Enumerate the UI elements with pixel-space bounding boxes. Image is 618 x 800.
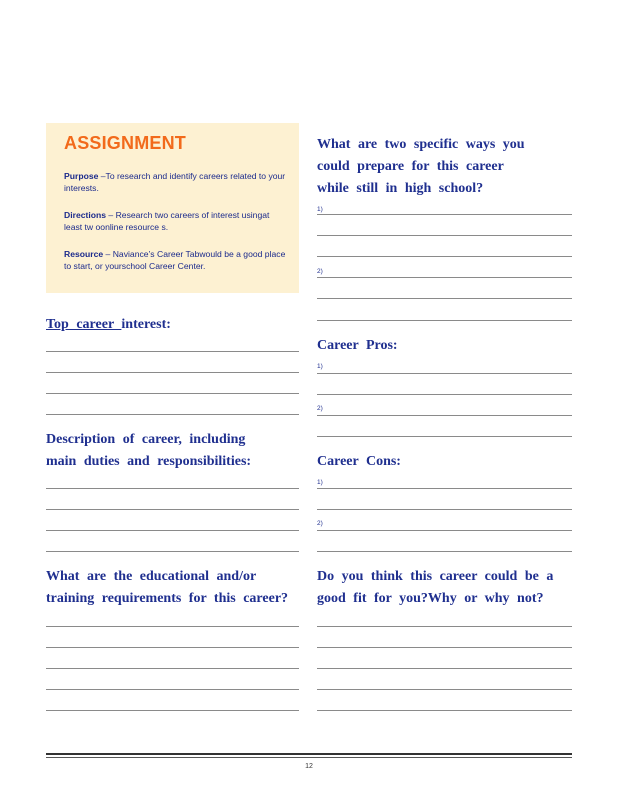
fit-question bbox=[317, 566, 553, 610]
answer-line[interactable] bbox=[317, 277, 572, 278]
resource-text: – Naviance’s Career Tabwould be a good place to start, or yourschool Career Center. bbox=[64, 249, 286, 271]
education-question bbox=[46, 566, 288, 610]
answer-line[interactable] bbox=[46, 393, 299, 394]
directions-label: Directions bbox=[64, 210, 107, 220]
top-career-label: Top career bbox=[46, 317, 122, 332]
prepare-question bbox=[317, 134, 525, 200]
answer-line[interactable] bbox=[317, 710, 572, 711]
answer-line[interactable] bbox=[317, 626, 572, 627]
answer-line[interactable] bbox=[317, 214, 572, 215]
answer-line[interactable] bbox=[46, 668, 299, 669]
item-number-1: 1) bbox=[317, 363, 323, 370]
answer-line[interactable] bbox=[46, 626, 299, 627]
answer-line[interactable] bbox=[317, 530, 572, 531]
pros-heading: Career Pros: bbox=[317, 338, 398, 353]
top-career-heading bbox=[46, 314, 171, 336]
answer-line[interactable] bbox=[317, 668, 572, 669]
answer-line[interactable] bbox=[46, 551, 299, 552]
item-number-2: 2) bbox=[317, 268, 323, 275]
answer-line[interactable] bbox=[317, 235, 572, 236]
answer-line[interactable] bbox=[46, 689, 299, 690]
answer-line[interactable] bbox=[317, 689, 572, 690]
education-line-2: training requirements for this career? bbox=[46, 591, 289, 606]
fit-line-2: good fit for you?Why or why not? bbox=[317, 591, 544, 606]
education-line-1: What are the educational and/or bbox=[46, 569, 257, 584]
resource-paragraph bbox=[64, 248, 289, 272]
page-number: 12 bbox=[305, 763, 313, 770]
answer-line[interactable] bbox=[46, 488, 299, 489]
purpose-label: Purpose bbox=[64, 171, 99, 181]
resource-label: Resource bbox=[64, 249, 104, 259]
answer-line[interactable] bbox=[317, 551, 572, 552]
answer-line[interactable] bbox=[46, 647, 299, 648]
description-line-2: main duties and responsibilities: bbox=[46, 454, 252, 469]
directions-text: – Research two careers of interest usingat least tw oonline resource s. bbox=[64, 210, 270, 232]
answer-line[interactable] bbox=[46, 372, 299, 373]
assignment-box bbox=[46, 123, 299, 293]
purpose-paragraph bbox=[64, 170, 289, 194]
answer-line[interactable] bbox=[317, 415, 572, 416]
prepare-line-2: could prepare for this career bbox=[317, 159, 504, 174]
item-number-2: 2) bbox=[317, 520, 323, 527]
footer-rule bbox=[46, 753, 572, 755]
answer-line[interactable] bbox=[317, 373, 572, 374]
item-number-1: 1) bbox=[317, 206, 323, 213]
answer-line[interactable] bbox=[46, 351, 299, 352]
assignment-title: ASSIGNMENT bbox=[64, 133, 187, 153]
description-question bbox=[46, 429, 251, 473]
answer-line[interactable] bbox=[46, 530, 299, 531]
purpose-text: –To research and identify careers related to your interests. bbox=[64, 171, 286, 193]
prepare-line-3: while still in high school? bbox=[317, 181, 484, 196]
answer-line[interactable] bbox=[46, 710, 299, 711]
description-line-1: Description of career, including bbox=[46, 432, 246, 447]
answer-line[interactable] bbox=[317, 394, 572, 395]
directions-paragraph bbox=[64, 209, 289, 233]
item-number-1: 1) bbox=[317, 479, 323, 486]
answer-line[interactable] bbox=[317, 509, 572, 510]
answer-line[interactable] bbox=[46, 414, 299, 415]
answer-line[interactable] bbox=[317, 256, 572, 257]
prepare-line-1: What are two specific ways you bbox=[317, 137, 525, 152]
footer-rule-thin bbox=[46, 757, 572, 758]
top-career-rest: interest: bbox=[121, 317, 171, 332]
cons-heading: Career Cons: bbox=[317, 454, 401, 469]
answer-line[interactable] bbox=[317, 436, 572, 437]
answer-line[interactable] bbox=[317, 320, 572, 321]
answer-line[interactable] bbox=[317, 647, 572, 648]
item-number-2: 2) bbox=[317, 405, 323, 412]
answer-line[interactable] bbox=[46, 509, 299, 510]
fit-line-1: Do you think this career could be a bbox=[317, 569, 554, 584]
answer-line[interactable] bbox=[317, 298, 572, 299]
answer-line[interactable] bbox=[317, 488, 572, 489]
